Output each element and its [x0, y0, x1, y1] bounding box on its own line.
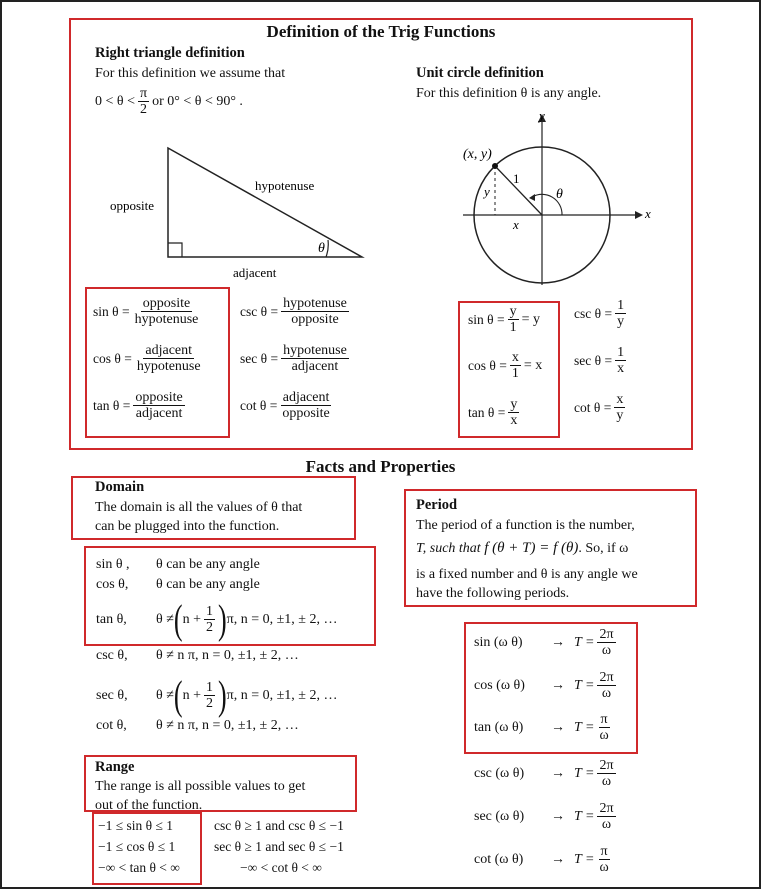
domain-condition: θ can be any angle	[156, 577, 260, 592]
label-opposite: opposite	[110, 198, 155, 213]
formula-fraction-num: y	[509, 304, 517, 319]
triangle-formula	[240, 296, 352, 327]
period-fraction-num: 2π	[599, 670, 614, 685]
domain-row	[96, 557, 260, 573]
formula-lhs: sin θ =	[93, 303, 130, 319]
formula-lhs: tan θ =	[93, 397, 131, 413]
period-row	[474, 627, 619, 658]
formula-fraction	[508, 397, 519, 428]
domain-fraction-num: 1	[205, 680, 213, 695]
formula-fraction	[615, 298, 626, 329]
condition-right: or 0° < θ < 90° .	[152, 93, 243, 109]
domain-fn: cos θ,	[96, 577, 129, 592]
domain-fraction-den: 2	[205, 696, 213, 711]
formula-fraction-den: x	[617, 361, 625, 376]
page-title: Definition of the Trig Functions	[266, 22, 496, 41]
formula-fraction	[281, 296, 349, 327]
period-row	[474, 844, 614, 875]
period-fraction-num: π	[600, 844, 608, 859]
period-fn: cot (ω θ)	[474, 851, 524, 867]
formula-fraction-den: 1	[511, 366, 519, 381]
domain-fn: sec θ,	[96, 687, 128, 703]
period-fn: csc (ω θ)	[474, 765, 525, 781]
formula-fraction	[614, 392, 625, 423]
unit-circle-formula	[468, 304, 540, 335]
domain-n: n +	[182, 611, 201, 627]
domain-fn: sin θ ,	[96, 557, 130, 572]
period-arrow: →	[551, 765, 565, 781]
right-paren: )	[217, 671, 227, 718]
period-t: T =	[574, 719, 595, 735]
domain-heading: Domain	[95, 479, 145, 495]
formula-fraction-num: 1	[617, 345, 625, 360]
formula-fraction	[280, 390, 331, 421]
formula-fraction-den: 1	[509, 320, 517, 335]
period-arrow: →	[551, 719, 565, 735]
period-arrow: →	[551, 677, 565, 693]
period-row	[474, 758, 619, 789]
period-fraction-num: 2π	[599, 627, 614, 642]
period-line2	[416, 539, 628, 558]
formula-lhs: csc θ =	[240, 303, 279, 319]
domain-post: π, n = 0, ±1, ± 2, …	[226, 611, 338, 627]
formula-lhs: sin θ =	[468, 311, 505, 327]
formula-lhs: sec θ =	[574, 352, 613, 368]
range-left-row: −1 ≤ cos θ ≤ 1	[98, 839, 176, 854]
formula-fraction-num: 1	[617, 298, 625, 313]
formula-fraction	[281, 343, 349, 374]
right-triangle-intro: For this definition we assume that	[95, 66, 286, 81]
domain-fraction-den: 2	[205, 620, 213, 635]
theta-arc	[326, 240, 328, 257]
formula-fraction-den: hypotenuse	[136, 359, 201, 374]
label-point: (x, y)	[463, 147, 492, 162]
period-fraction-den: ω	[601, 774, 612, 789]
period-row	[474, 801, 619, 832]
right-triangle-heading: Right triangle definition	[95, 45, 245, 61]
unit-circle-formula	[574, 392, 628, 423]
domain-fn: cot θ,	[96, 718, 127, 733]
period-row	[474, 670, 619, 701]
left-paren: (	[173, 671, 183, 718]
period-fraction	[597, 670, 615, 701]
formula-fraction-num: x	[616, 392, 624, 407]
period-fn: cos (ω θ)	[474, 677, 525, 693]
formula-fraction-den: opposite	[291, 312, 339, 327]
formula-lhs: cot θ =	[574, 399, 612, 415]
formula-fraction	[615, 345, 626, 376]
domain-fraction	[204, 604, 215, 635]
formula-fraction-den: x	[510, 413, 518, 428]
domain-row	[96, 648, 299, 664]
period-line1: The period of a function is the number,	[416, 518, 635, 533]
triangle-formula	[93, 390, 188, 421]
label-y-axis: y	[539, 110, 545, 123]
range-right-row: csc θ ≥ 1 and csc θ ≤ −1	[214, 818, 344, 833]
formula-rhs: = x	[523, 357, 543, 373]
label-x: x	[513, 217, 519, 232]
formula-fraction-num: opposite	[142, 296, 191, 311]
domain-condition: θ ≠ n π, n = 0, ±1, ± 2, …	[156, 718, 299, 733]
formula-fraction-den: adjacent	[135, 406, 183, 421]
formula-fraction	[508, 304, 519, 335]
domain-pre: θ ≠	[156, 611, 174, 627]
triangle-formula	[240, 343, 352, 374]
period-t: T =	[574, 634, 595, 650]
period-arrow: →	[551, 808, 565, 824]
formula-fraction-den: adjacent	[291, 359, 339, 374]
period-heading: Period	[416, 497, 458, 513]
formula-fraction-num: hypotenuse	[283, 343, 347, 358]
period-row	[474, 712, 614, 743]
label-adjacent: adjacent	[233, 265, 277, 280]
label-hypotenuse: hypotenuse	[255, 178, 315, 193]
formula-fraction-num: adjacent	[145, 343, 193, 358]
period-arrow: →	[551, 851, 565, 867]
period-equation: f (θ + T) = f (θ)	[484, 540, 579, 556]
domain-row	[96, 595, 338, 642]
formula-fraction-den: opposite	[282, 406, 330, 421]
formula-fraction-num: opposite	[135, 390, 183, 405]
unit-circle-formula	[574, 298, 629, 329]
label-y: y	[484, 184, 490, 199]
formula-fraction-den: y	[616, 408, 624, 423]
label-theta: θ	[556, 187, 563, 202]
period-fraction-num: π	[600, 712, 608, 727]
formula-fraction	[133, 296, 201, 327]
domain-row	[96, 577, 260, 593]
label-one: 1	[513, 171, 520, 186]
formula-fraction-num: y	[510, 397, 518, 412]
formula-fraction	[510, 350, 521, 381]
domain-row	[96, 671, 338, 718]
period-line3: is a fixed number and θ is any angle we	[416, 567, 638, 582]
domain-fn: tan θ,	[96, 611, 127, 627]
period-arrow: →	[551, 634, 565, 650]
period-t: T =	[574, 808, 595, 824]
point-dot	[492, 163, 498, 169]
period-line4: have the following periods.	[416, 586, 570, 601]
unit-circle-formula	[574, 345, 629, 376]
domain-row	[96, 718, 299, 734]
period-line2c: . So, if ω	[578, 541, 629, 556]
formula-fraction-num: x	[511, 350, 519, 365]
formula-fraction	[135, 343, 203, 374]
domain-condition: θ can be any angle	[156, 557, 260, 572]
angle-condition	[95, 86, 243, 117]
facts-title: Facts and Properties	[305, 457, 456, 476]
formula-fraction-den: hypotenuse	[134, 312, 199, 327]
right-paren: )	[217, 595, 227, 642]
period-fraction	[597, 758, 615, 789]
period-fraction-den: ω	[601, 686, 612, 701]
period-t: T =	[574, 677, 595, 693]
theta-arc-arrow	[529, 194, 535, 201]
formula-rhs: = y	[521, 311, 540, 327]
range-left-row: −1 ≤ sin θ ≤ 1	[98, 818, 174, 833]
period-fraction-den: ω	[599, 728, 609, 743]
period-fraction-num: 2π	[599, 758, 614, 773]
period-fraction-num: 2π	[599, 801, 614, 816]
formula-lhs: sec θ =	[240, 350, 279, 366]
period-t: T =	[574, 765, 595, 781]
period-fn: sin (ω θ)	[474, 634, 523, 650]
triangle-formula	[93, 343, 206, 374]
right-angle-marker	[168, 243, 182, 257]
domain-fraction-num: 1	[205, 604, 213, 619]
unit-circle-formula	[468, 350, 542, 381]
unit-circle-formula	[468, 397, 522, 428]
domain-condition: θ ≠ n π, n = 0, ±1, ± 2, …	[156, 648, 299, 663]
period-t: T =	[574, 851, 595, 867]
x-axis-arrow	[635, 211, 643, 219]
period-line2a: T, such that	[416, 541, 481, 556]
left-paren: (	[173, 595, 183, 642]
formula-fraction-num: adjacent	[282, 390, 330, 405]
range-line2: out of the function.	[95, 798, 203, 813]
range-right-row: sec θ ≥ 1 and sec θ ≤ −1	[214, 839, 344, 854]
range-heading: Range	[95, 759, 135, 775]
domain-line1: The domain is all the values of θ that	[95, 500, 303, 515]
label-x-axis: x	[645, 206, 651, 221]
domain-post: π, n = 0, ±1, ± 2, …	[226, 687, 338, 703]
period-fraction	[597, 627, 615, 658]
domain-pre: θ ≠	[156, 687, 174, 703]
domain-fraction	[204, 680, 215, 711]
formula-lhs: cos θ =	[468, 357, 507, 373]
range-left-row: −∞ < tan θ < ∞	[98, 860, 180, 875]
formula-fraction-num: hypotenuse	[283, 296, 347, 311]
condition-left: 0 < θ <	[95, 93, 135, 109]
domain-fn: csc θ,	[96, 648, 128, 663]
period-fraction	[597, 801, 615, 832]
unit-circle-diagram	[455, 110, 655, 295]
condition-den: 2	[140, 102, 148, 117]
triangle-shape	[168, 148, 362, 257]
period-fn: tan (ω θ)	[474, 719, 524, 735]
formula-lhs: cot θ =	[240, 397, 278, 413]
unit-circle-intro: For this definition θ is any angle.	[416, 86, 602, 101]
domain-n: n +	[182, 687, 201, 703]
condition-num: π	[140, 86, 148, 101]
unit-circle-heading: Unit circle definition	[416, 65, 544, 81]
period-fraction-den: ω	[599, 860, 609, 875]
formula-lhs: cos θ =	[93, 350, 132, 366]
range-line1: The range is all possible values to get	[95, 779, 306, 794]
period-fraction	[597, 712, 610, 743]
formula-lhs: csc θ =	[574, 305, 613, 321]
triangle-formula	[240, 390, 335, 421]
range-right-row: −∞ < cot θ < ∞	[240, 860, 322, 875]
period-fraction-den: ω	[601, 817, 612, 832]
label-theta: θ	[318, 241, 325, 256]
formula-fraction-den: y	[617, 314, 625, 329]
period-fraction	[597, 844, 610, 875]
formula-fraction	[133, 390, 184, 421]
period-fn: sec (ω θ)	[474, 808, 525, 824]
domain-line2: can be plugged into the function.	[95, 519, 280, 534]
formula-lhs: tan θ =	[468, 404, 506, 420]
right-triangle-diagram	[100, 140, 380, 285]
period-fraction-den: ω	[601, 643, 612, 658]
triangle-formula	[93, 296, 203, 327]
